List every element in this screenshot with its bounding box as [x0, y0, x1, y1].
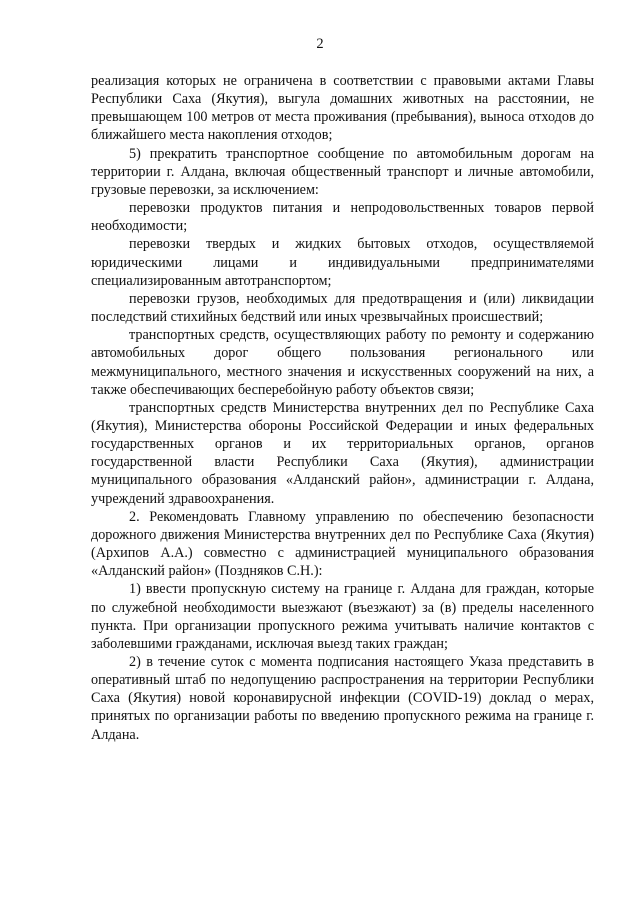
paragraph-item-5: 5) прекратить транспортное сообщение по автомобильным дорогам на территории г. Алдана, включая общественный транспорт и личные автомобили, грузовые перевозки, за исключением:	[91, 145, 594, 198]
paragraph-exception-waste: перевозки твердых и жидких бытовых отходов, осуществляемой юридическими лицами и индивидуальными предпринимателями специализированным автотранспортом;	[91, 236, 594, 289]
paragraph-exception-road-maintenance: транспортных средств, осуществляющих работу по ремонту и содержанию автомобильных дорог общего пользования регионального или межмуниципального, местного значения и искусственных сооружений на них, а также обеспечивающих бесперебойную работу объектов связи;	[91, 327, 594, 398]
document-body	[91, 72, 594, 744]
paragraph-exception-emergency: перевозки грузов, необходимых для предотвращения и (или) ликвидации последствий стихийных бедствий или иных чрезвычайных происшествий;	[91, 290, 594, 326]
paragraph-exception-food: перевозки продуктов питания и непродовольственных товаров первой необходимости;	[91, 200, 594, 235]
page-number: 2	[316, 36, 324, 52]
paragraph-subitem-2: 2) в течение суток с момента подписания настоящего Указа представить в оперативный штаб по недопущению распространения на территории Республики Саха (Якутия) новой коронавирусной инфекции (COVID-19) доклад о мерах, принятых по организации работы по введению пропускного режима на границе г. Алдана.	[91, 654, 594, 743]
paragraph-exception-government: транспортных средств Министерства внутренних дел по Республике Саха (Якутия), Министерства обороны Российской Федерации и иных федеральных государственных органов и их территориальных органов, органов государственной власти Республики Саха (Якутия), администрации муниципального образования «Алданский район», администрации г. Алдана, учреждений здравоохранения.	[91, 399, 594, 507]
paragraph-subitem-1: 1) ввести пропускную систему на границе г. Алдана для граждан, которые по служебной необходимости выезжают (въезжают) за (в) пределы населенного пункта. При организации пропускного режима учитывать наличие контактов с заболевшими гражданами, исключая выезд таких граждан;	[91, 581, 594, 652]
paragraph-continuation: реализация которых не ограничена в соответствии с правовыми актами Главы Республики Саха (Якутия), выгула домашних животных на расстоянии, не превышающем 100 метров от места проживания (пребывания), выноса отходов до ближайшего места накопления отходов;	[91, 73, 594, 144]
paragraph-section-2: 2. Рекомендовать Главному управлению по обеспечению безопасности дорожного движения Министерства внутренних дел по Республике Саха (Якутия) (Архипов А.А.) совместно с администрацией муниципального образования «Алданский район» (Поздняков С.Н.):	[91, 508, 594, 580]
